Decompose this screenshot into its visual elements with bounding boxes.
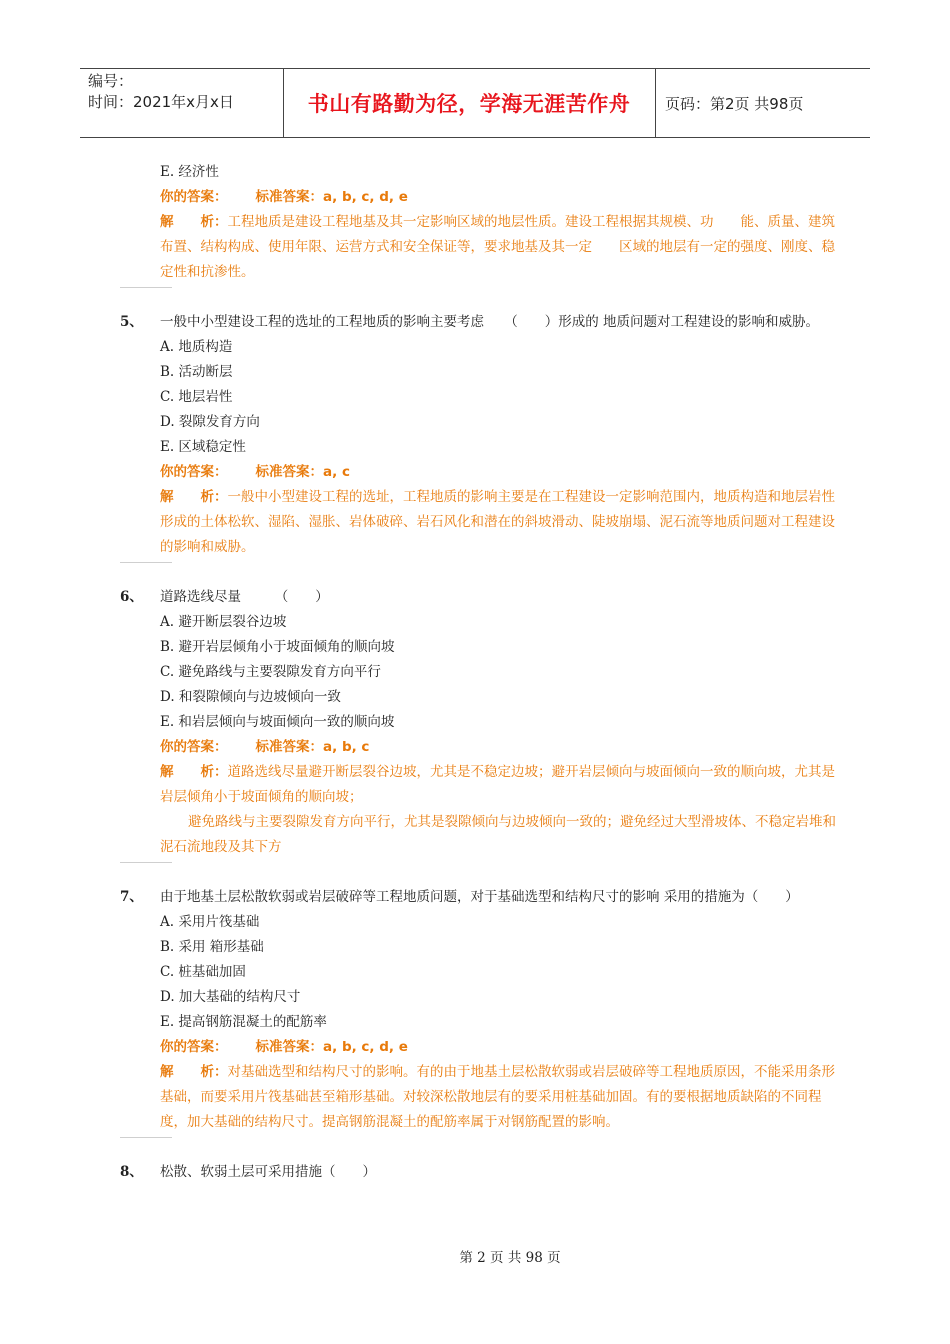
analysis-label: 解 析： xyxy=(160,214,228,230)
option-d: D. 和裂隙倾向与边坡倾向一致 xyxy=(160,689,341,705)
option-d: D. 裂隙发育方向 xyxy=(160,414,260,430)
analysis xyxy=(120,485,840,560)
time-label: 时间：2021年x月x日 xyxy=(88,93,234,111)
standard-answer: 标准答案：a, b, c xyxy=(255,739,370,755)
analysis-label: 解 析： xyxy=(160,1064,228,1080)
option-e: E. 提高钢筋混凝土的配筋率 xyxy=(160,1014,327,1030)
question-number: 6、 xyxy=(120,589,143,605)
page-header xyxy=(80,68,870,138)
option-c: C. 地层岩性 xyxy=(160,389,233,405)
analysis-text: 对基础选型和结构尺寸的影响。有的由于地基土层松散软弱或岩层破碎等工程地质原因，不能采用条形基础，而要采用片筏基础甚至箱形基础。对较深松散地层有的要采用桩基础加固。有的要根据地质缺陷的不同程度，加大基础的结构尺寸。提高钢筋混凝土的配筋率属于对钢筋配置的影响。 xyxy=(160,1064,835,1130)
analysis-text: 道路选线尽量避开断层裂谷边坡，尤其是不稳定边坡；避开岩层倾向与坡面倾向一致的顺向坡，尤其是岩层倾角小于坡面倾角的顺向坡； xyxy=(160,764,835,805)
option-e: E. 区域稳定性 xyxy=(160,439,246,455)
your-answer-label: 你的答案： xyxy=(160,1039,228,1055)
your-answer-label: 你的答案： xyxy=(160,189,228,205)
standard-answer: 标准答案：a, c xyxy=(255,464,350,480)
analysis-text: 一般中小型建设工程的选址，工程地质的影响主要是在工程建设一定影响范围内，地质构造和地层岩性形成的土体松软、湿陷、湿胀、岩体破碎、岩石风化和潜在的斜坡滑动、陡坡崩塌、泥石流等地质问题对工程建设的影响和威胁。 xyxy=(160,489,835,555)
number-label: 编号： xyxy=(88,72,134,90)
analysis-continued: 避免路线与主要裂隙发育方向平行，尤其是裂隙倾向与边坡倾向一致的；避免经过大型滑坡体、不稳定岩堆和泥石流地段及其下方 xyxy=(160,814,836,855)
option-a: A. 地质构造 xyxy=(160,339,233,355)
option-e: E. 和岩层倾向与坡面倾向一致的顺向坡 xyxy=(160,714,395,730)
standard-answer: 标准答案：a, b, c, d, e xyxy=(255,1039,408,1055)
question-text: 松散、软弱土层可采用措施（ ） xyxy=(160,1164,376,1180)
option-a: A. 采用片筏基础 xyxy=(160,914,260,930)
question-text: 道路选线尽量 （ ） xyxy=(160,589,329,605)
analysis xyxy=(120,210,840,285)
question-text: 一般中小型建设工程的选址的工程地质的影响主要考虑 （ ）形成的 地质问题对工程建设的影响和威胁。 xyxy=(160,314,820,330)
option-c: C. 避免路线与主要裂隙发育方向平行 xyxy=(160,664,381,680)
header-motto: 书山有路勤为径，学海无涯苦作舟 xyxy=(307,92,631,116)
header-meta xyxy=(88,71,283,113)
option-b: B. 活动断层 xyxy=(160,364,233,380)
question-number: 8、 xyxy=(120,1164,143,1180)
your-answer-label: 你的答案： xyxy=(160,464,228,480)
standard-answer: 标准答案：a, b, c, d, e xyxy=(255,189,408,205)
analysis xyxy=(120,760,840,810)
question-4-tail xyxy=(120,160,840,288)
header-page-info: 页码：第2页 共98页 xyxy=(665,94,804,113)
document-body xyxy=(120,160,840,1185)
option-a: A. 避开断层裂谷边坡 xyxy=(160,614,287,630)
answer-row xyxy=(120,185,840,210)
analysis-label: 解 析： xyxy=(160,764,228,780)
question-text: 由于地基土层松散软弱或岩层破碎等工程地质问题，对于基础选型和结构尺寸的影响 采用的措施为（ ） xyxy=(160,889,799,905)
your-answer-label: 你的答案： xyxy=(160,739,228,755)
header-divider xyxy=(655,69,656,137)
option-e: E. 经济性 xyxy=(160,164,219,180)
question-number: 5、 xyxy=(120,314,143,330)
option-d: D. 加大基础的结构尺寸 xyxy=(160,989,301,1005)
answer-row xyxy=(120,1035,840,1060)
answer-row xyxy=(120,460,840,485)
analysis-label: 解 析： xyxy=(160,489,228,505)
option-b: B. 采用 箱形基础 xyxy=(160,939,264,955)
question-7 xyxy=(120,885,840,1138)
question-number: 7、 xyxy=(120,889,143,905)
option-c: C. 桩基础加固 xyxy=(160,964,246,980)
page-footer: 第 2 页 共 98 页 xyxy=(459,1250,561,1266)
question-6 xyxy=(120,585,840,863)
question-8 xyxy=(120,1160,840,1185)
analysis-text: 工程地质是建设工程地基及其一定影响区域的地层性质。建设工程根据其规模、功 能、质量、建筑布置、结构构成、使用年限、运营方式和安全保证等，要求地基及其一定 区域的地层有一定的强度、刚度、稳定性和抗渗性。 xyxy=(160,214,835,280)
answer-row xyxy=(120,735,840,760)
option-b: B. 避开岩层倾角小于坡面倾角的顺向坡 xyxy=(160,639,395,655)
question-5 xyxy=(120,310,840,563)
analysis xyxy=(120,1060,840,1135)
